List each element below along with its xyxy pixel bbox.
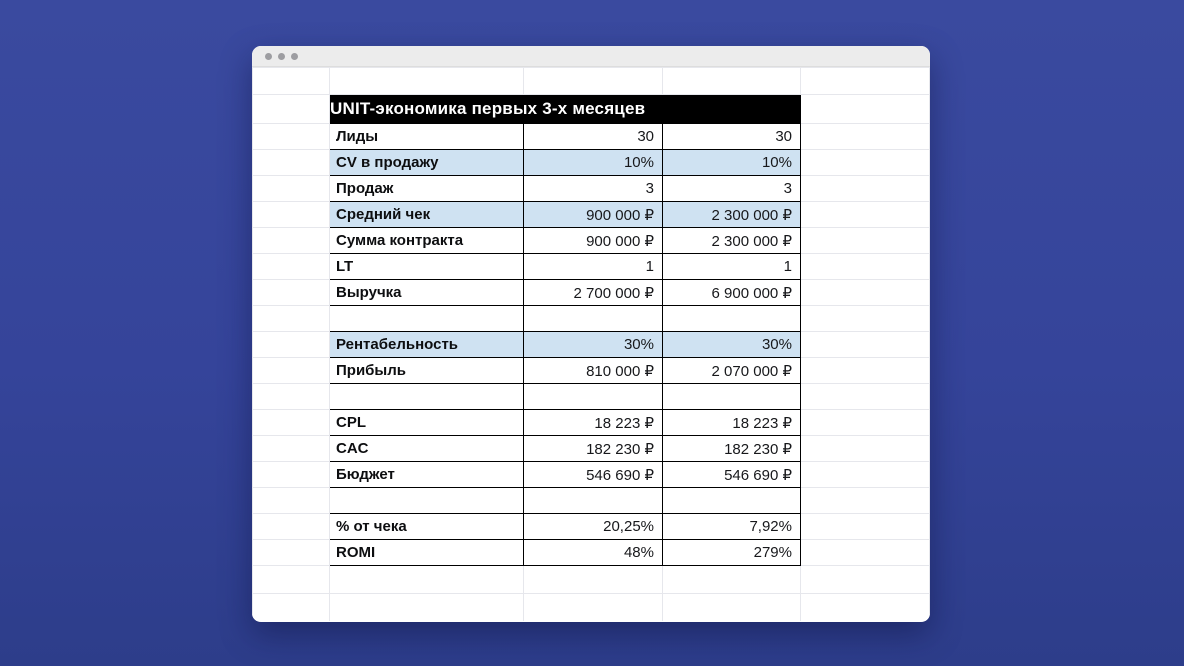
sheet-cell-empty	[801, 358, 930, 384]
table-row	[253, 254, 930, 280]
cell-value-2[interactable]: 182 230 ₽	[663, 436, 801, 462]
sheet-cell-empty	[801, 176, 930, 202]
table-row	[253, 332, 930, 358]
sheet-cell-empty	[801, 202, 930, 228]
sheet-cell-empty	[524, 68, 663, 95]
sheet-cell-empty	[253, 68, 330, 95]
cell-value-2[interactable]: 2 300 000 ₽	[663, 202, 801, 228]
sheet-cell-empty	[253, 410, 330, 436]
table-row	[253, 410, 930, 436]
table-row	[253, 514, 930, 540]
sheet-cell-empty	[253, 306, 330, 332]
cell-value-1[interactable]: 810 000 ₽	[524, 358, 663, 384]
sheet-cell-empty	[663, 566, 801, 594]
cell-label[interactable]: CPL	[330, 410, 524, 436]
spreadsheet-rows	[253, 68, 930, 622]
cell-label[interactable]: Средний чек	[330, 202, 524, 228]
cell-label[interactable]: CV в продажу	[330, 150, 524, 176]
cell-value-1[interactable]: 10%	[524, 150, 663, 176]
table-blank-cell[interactable]	[524, 306, 663, 332]
cell-value-1[interactable]: 18 223 ₽	[524, 410, 663, 436]
sheet-cell-empty	[801, 436, 930, 462]
table-title: UNIT-экономика первых 3-х месяцев	[330, 95, 801, 124]
cell-value-1[interactable]: 2 700 000 ₽	[524, 280, 663, 306]
sheet-cell-empty	[253, 280, 330, 306]
table-blank-cell[interactable]	[663, 306, 801, 332]
window-maximize-button-icon[interactable]	[291, 53, 298, 60]
sheet-cell-empty	[253, 384, 330, 410]
cell-value-2[interactable]: 30	[663, 124, 801, 150]
table-row	[253, 384, 930, 410]
cell-label[interactable]: CAC	[330, 436, 524, 462]
table-row	[253, 358, 930, 384]
sheet-cell-empty	[253, 150, 330, 176]
cell-value-1[interactable]: 48%	[524, 540, 663, 566]
sheet-cell-empty	[663, 68, 801, 95]
table-row	[253, 488, 930, 514]
cell-value-2[interactable]: 546 690 ₽	[663, 462, 801, 488]
table-blank-cell[interactable]	[663, 384, 801, 410]
cell-value-1[interactable]: 1	[524, 254, 663, 280]
table-blank-cell[interactable]	[524, 384, 663, 410]
table-row	[253, 124, 930, 150]
cell-value-1[interactable]: 182 230 ₽	[524, 436, 663, 462]
sheet-cell-empty	[330, 68, 524, 95]
sheet-cell-empty	[253, 176, 330, 202]
cell-value-1[interactable]: 20,25%	[524, 514, 663, 540]
sheet-cell-empty	[330, 566, 524, 594]
cell-label[interactable]: % от чека	[330, 514, 524, 540]
sheet-cell-empty	[801, 410, 930, 436]
cell-label[interactable]: LT	[330, 254, 524, 280]
cell-label[interactable]: ROMI	[330, 540, 524, 566]
cell-value-2[interactable]: 279%	[663, 540, 801, 566]
sheet-cell-empty	[801, 514, 930, 540]
sheet-cell-empty	[253, 95, 330, 124]
sheet-cell-empty	[801, 540, 930, 566]
window-close-button-icon[interactable]	[265, 53, 272, 60]
sheet-cell-empty	[801, 68, 930, 95]
table-blank-cell[interactable]	[330, 384, 524, 410]
cell-value-1[interactable]: 3	[524, 176, 663, 202]
sheet-cell-empty	[253, 540, 330, 566]
cell-value-2[interactable]: 2 300 000 ₽	[663, 228, 801, 254]
sheet-cell-empty	[801, 95, 930, 124]
sheet-cell-empty	[253, 124, 330, 150]
window-titlebar	[252, 46, 930, 67]
cell-value-1[interactable]: 900 000 ₽	[524, 202, 663, 228]
sheet-cell-empty	[801, 488, 930, 514]
table-row	[253, 150, 930, 176]
spreadsheet-table	[252, 67, 930, 621]
cell-label[interactable]: Бюджет	[330, 462, 524, 488]
cell-value-2[interactable]: 7,92%	[663, 514, 801, 540]
cell-value-2[interactable]: 1	[663, 254, 801, 280]
cell-label[interactable]: Выручка	[330, 280, 524, 306]
table-row	[253, 228, 930, 254]
sheet-cell-empty	[801, 306, 930, 332]
cell-value-2[interactable]: 2 070 000 ₽	[663, 358, 801, 384]
cell-value-1[interactable]: 900 000 ₽	[524, 228, 663, 254]
sheet-cell-empty	[663, 594, 801, 622]
sheet-cell-empty	[253, 436, 330, 462]
sheet-cell-empty	[253, 566, 330, 594]
cell-value-2[interactable]: 30%	[663, 332, 801, 358]
sheet-cell-empty	[253, 514, 330, 540]
cell-value-1[interactable]: 546 690 ₽	[524, 462, 663, 488]
sheet-filler-row	[253, 566, 930, 594]
table-blank-cell[interactable]	[663, 488, 801, 514]
cell-value-1[interactable]: 30	[524, 124, 663, 150]
sheet-cell-empty	[253, 254, 330, 280]
sheet-cell-empty	[801, 594, 930, 622]
spreadsheet-area	[252, 67, 930, 621]
sheet-filler-row	[253, 594, 930, 622]
table-row	[253, 202, 930, 228]
cell-value-2[interactable]: 10%	[663, 150, 801, 176]
sheet-cell-empty	[801, 150, 930, 176]
cell-value-1[interactable]: 30%	[524, 332, 663, 358]
table-row	[253, 540, 930, 566]
cell-value-2[interactable]: 18 223 ₽	[663, 410, 801, 436]
table-row	[253, 280, 930, 306]
sheet-filler-row	[253, 68, 930, 95]
sheet-cell-empty	[524, 566, 663, 594]
cell-label[interactable]: Продаж	[330, 176, 524, 202]
table-blank-cell[interactable]	[524, 488, 663, 514]
sheet-cell-empty	[330, 594, 524, 622]
table-blank-cell[interactable]	[330, 488, 524, 514]
sheet-cell-empty	[801, 462, 930, 488]
table-row	[253, 95, 930, 124]
browser-window	[252, 46, 930, 622]
table-row	[253, 176, 930, 202]
sheet-cell-empty	[524, 594, 663, 622]
sheet-cell-empty	[801, 280, 930, 306]
sheet-cell-empty	[253, 594, 330, 622]
sheet-cell-empty	[801, 124, 930, 150]
cell-label[interactable]: Лиды	[330, 124, 524, 150]
cell-value-2[interactable]: 3	[663, 176, 801, 202]
cell-value-2[interactable]: 6 900 000 ₽	[663, 280, 801, 306]
sheet-cell-empty	[253, 488, 330, 514]
sheet-cell-empty	[253, 202, 330, 228]
table-blank-cell[interactable]	[330, 306, 524, 332]
cell-label[interactable]: Прибыль	[330, 358, 524, 384]
sheet-cell-empty	[253, 332, 330, 358]
table-row	[253, 436, 930, 462]
table-row	[253, 462, 930, 488]
sheet-cell-empty	[253, 462, 330, 488]
cell-label[interactable]: Рентабельность	[330, 332, 524, 358]
table-row	[253, 306, 930, 332]
sheet-cell-empty	[253, 358, 330, 384]
window-minimize-button-icon[interactable]	[278, 53, 285, 60]
sheet-cell-empty	[801, 228, 930, 254]
sheet-cell-empty	[801, 384, 930, 410]
sheet-cell-empty	[253, 228, 330, 254]
sheet-cell-empty	[801, 566, 930, 594]
sheet-cell-empty	[801, 254, 930, 280]
sheet-cell-empty	[801, 332, 930, 358]
cell-label[interactable]: Сумма контракта	[330, 228, 524, 254]
